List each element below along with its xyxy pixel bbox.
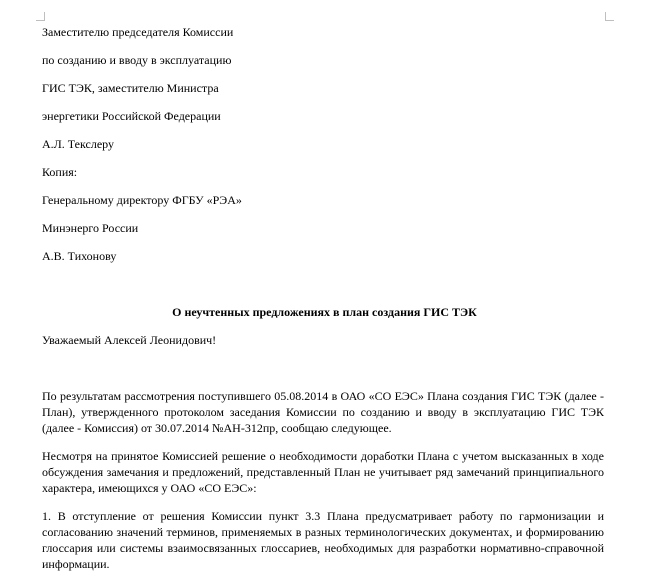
letter-subject: О неучтенных предложениях в план создания ГИС ТЭК <box>172 305 477 319</box>
addressee-line: Заместителю председателя Комиссии <box>42 25 234 39</box>
addressee-line: А.Л. Текслеру <box>42 137 115 151</box>
salutation: Уважаемый Алексей Леонидович! <box>42 333 217 347</box>
copy-label: Копия: <box>42 165 78 179</box>
paragraph-line: (далее - Комиссия) от 30.07.2014 №АН-312пр, сообщаю следующее. <box>42 421 392 435</box>
margin-corner-mark <box>36 12 45 21</box>
paragraph-line: обсуждения замечания и предложений, представленный План не учитывает ряд замечаний принципиального <box>42 465 604 479</box>
addressee-line: ГИС ТЭК, заместителю Министра <box>42 81 219 95</box>
paragraph-line: По результатам рассмотрения поступившего 05.08.2014 в ОАО «СО ЕЭС» Плана создания ГИС ТЭК (далее - <box>42 389 604 403</box>
paragraph-line: характера, имеющихся у ОАО «СО ЕЭС»: <box>42 481 257 495</box>
paragraph <box>42 508 604 572</box>
paragraph <box>42 448 604 496</box>
paragraph-line: информации. <box>42 557 110 571</box>
paragraph-line: глоссария или системы взаимосвязанных глоссариев, необходимых для разработки нормативно-справочной <box>42 541 604 555</box>
margin-corner-mark <box>605 12 614 21</box>
copy-line: Минэнерго России <box>42 221 139 235</box>
paragraph-line: 1. В отступление от решения Комиссии пункт 3.3 Плана предусматривает работу по гармонизации и <box>42 509 604 523</box>
addressee-line: по созданию и вводу в эксплуатацию <box>42 53 232 67</box>
addressee-line: энергетики Российской Федерации <box>42 109 221 123</box>
copy-line: Генеральному директору ФГБУ «РЭА» <box>42 193 242 207</box>
paragraph-line: Несмотря на принятое Комиссией решение о необходимости доработки Плана с учетом высказанных в ходе <box>42 449 604 463</box>
paragraph <box>42 388 604 436</box>
paragraph-line: согласованию значений терминов, применяемых в разных терминологических документах, и формированию <box>42 525 604 539</box>
paragraph-line: План), утвержденного протоколом заседания Комиссии по созданию и вводу в эксплуатацию ГИС ТЭК <box>42 405 604 419</box>
copy-line: А.В. Тихонову <box>42 249 117 263</box>
